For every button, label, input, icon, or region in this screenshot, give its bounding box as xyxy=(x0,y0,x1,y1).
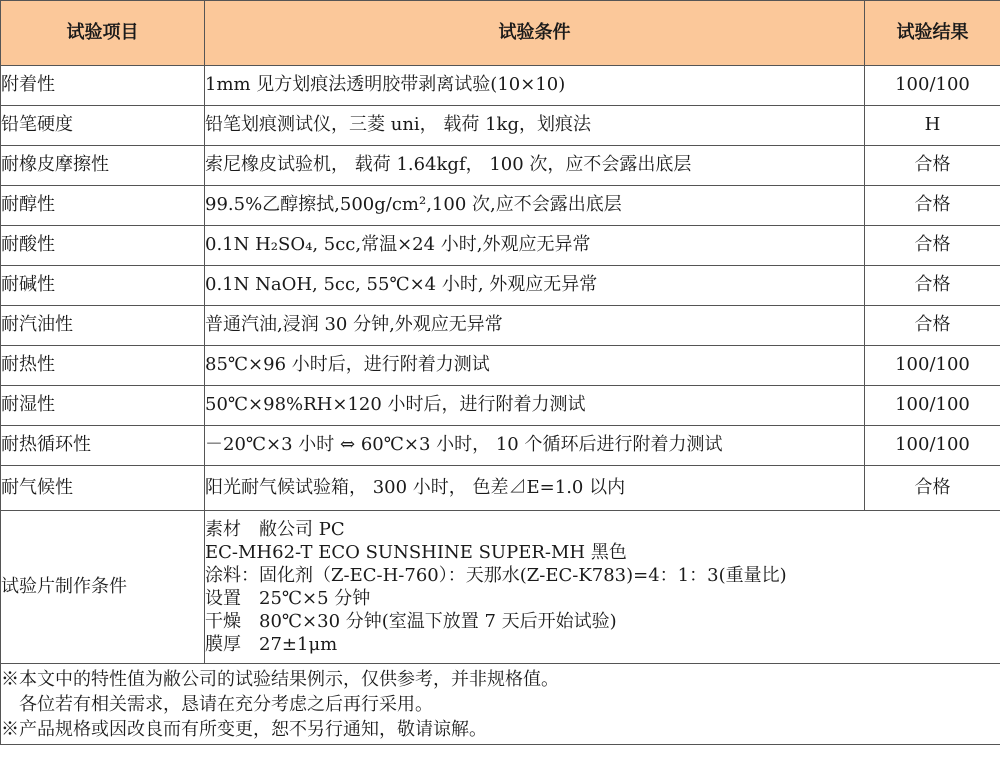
row-result: H xyxy=(865,106,1000,146)
row-item: 耐气候性 xyxy=(1,466,205,511)
header-condition: 试验条件 xyxy=(205,1,865,66)
row-condition: －20℃×3 小时 ⇔ 60℃×3 小时， 10 个循环后进行附着力测试 xyxy=(205,426,865,466)
table-row xyxy=(1,146,1000,186)
row-result: 100/100 xyxy=(865,346,1000,386)
row-item: 耐热循环性 xyxy=(1,426,205,466)
row-item: 耐湿性 xyxy=(1,386,205,426)
table-row xyxy=(1,426,1000,466)
table-row xyxy=(1,466,1000,511)
table-row xyxy=(1,386,1000,426)
row-item: 耐酸性 xyxy=(1,226,205,266)
row-item: 耐醇性 xyxy=(1,186,205,226)
table-row xyxy=(1,226,1000,266)
row-condition: 0.1N NaOH, 5cc, 55℃×4 小时, 外观应无异常 xyxy=(205,266,865,306)
header-result: 试验结果 xyxy=(865,1,1000,66)
note-line: ※本文中的特性值为敝公司的试验结果例示，仅供参考，并非规格值。 xyxy=(1,668,559,690)
note-line: 各位若有相关需求，恳请在充分考虑之后再行采用。 xyxy=(1,693,433,715)
row-item: 耐热性 xyxy=(1,346,205,386)
prep-line: 涂料：固化剂（Z-EC-H-760）：天那水(Z-EC-K783)=4：1：3(重量比) xyxy=(205,565,787,586)
prep-conditions xyxy=(205,511,1000,664)
row-result: 100/100 xyxy=(865,66,1000,106)
row-condition: 1mm 见方划痕法透明胶带剥离试验(10×10) xyxy=(205,66,865,106)
prep-conditions-row xyxy=(1,511,1000,664)
row-result: 合格 xyxy=(865,266,1000,306)
table-row xyxy=(1,266,1000,306)
prep-line: 膜厚 27±1μm xyxy=(205,634,338,655)
note-line: ※产品规格或因改良而有所变更，恕不另行通知，敬请谅解。 xyxy=(1,718,487,740)
table-header-row xyxy=(1,1,1000,66)
prep-item: 试验片制作条件 xyxy=(1,511,205,664)
row-item: 耐汽油性 xyxy=(1,306,205,346)
row-condition: 99.5%乙醇擦拭,500g/cm²,100 次,应不会露出底层 xyxy=(205,186,865,226)
row-item: 铅笔硬度 xyxy=(1,106,205,146)
row-condition: 阳光耐气候试验箱， 300 小时， 色差⊿E=1.0 以内 xyxy=(205,466,865,511)
prep-line: 素材 敝公司 PC xyxy=(205,519,345,540)
table-row xyxy=(1,306,1000,346)
table-row xyxy=(1,346,1000,386)
row-result: 合格 xyxy=(865,306,1000,346)
table-row xyxy=(1,106,1000,146)
row-condition: 普通汽油,浸润 30 分钟,外观应无异常 xyxy=(205,306,865,346)
row-condition: 铅笔划痕测试仪，三菱 uni， 载荷 1kg，划痕法 xyxy=(205,106,865,146)
table-row xyxy=(1,186,1000,226)
row-condition: 50℃×98%RH×120 小时后，进行附着力测试 xyxy=(205,386,865,426)
table-row xyxy=(1,66,1000,106)
row-item: 耐橡皮摩擦性 xyxy=(1,146,205,186)
prep-line: 设置 25℃×5 分钟 xyxy=(205,588,371,609)
row-result: 合格 xyxy=(865,466,1000,511)
row-condition: 85℃×96 小时后，进行附着力测试 xyxy=(205,346,865,386)
row-condition: 索尼橡皮试验机， 载荷 1.64kgf， 100 次，应不会露出底层 xyxy=(205,146,865,186)
row-result: 合格 xyxy=(865,146,1000,186)
notes xyxy=(1,664,1000,745)
row-item: 附着性 xyxy=(1,66,205,106)
row-result: 合格 xyxy=(865,186,1000,226)
header-item: 试验项目 xyxy=(1,1,205,66)
row-item: 耐碱性 xyxy=(1,266,205,306)
row-result: 合格 xyxy=(865,226,1000,266)
prep-line: 干燥 80℃×30 分钟(室温下放置 7 天后开始试验) xyxy=(205,611,617,632)
row-result: 100/100 xyxy=(865,426,1000,466)
row-result: 100/100 xyxy=(865,386,1000,426)
prep-line: EC-MH62-T ECO SUNSHINE SUPER-MH 黑色 xyxy=(205,542,627,563)
row-condition: 0.1N H₂SO₄, 5cc,常温×24 小时,外观应无异常 xyxy=(205,226,865,266)
notes-row xyxy=(1,664,1000,745)
